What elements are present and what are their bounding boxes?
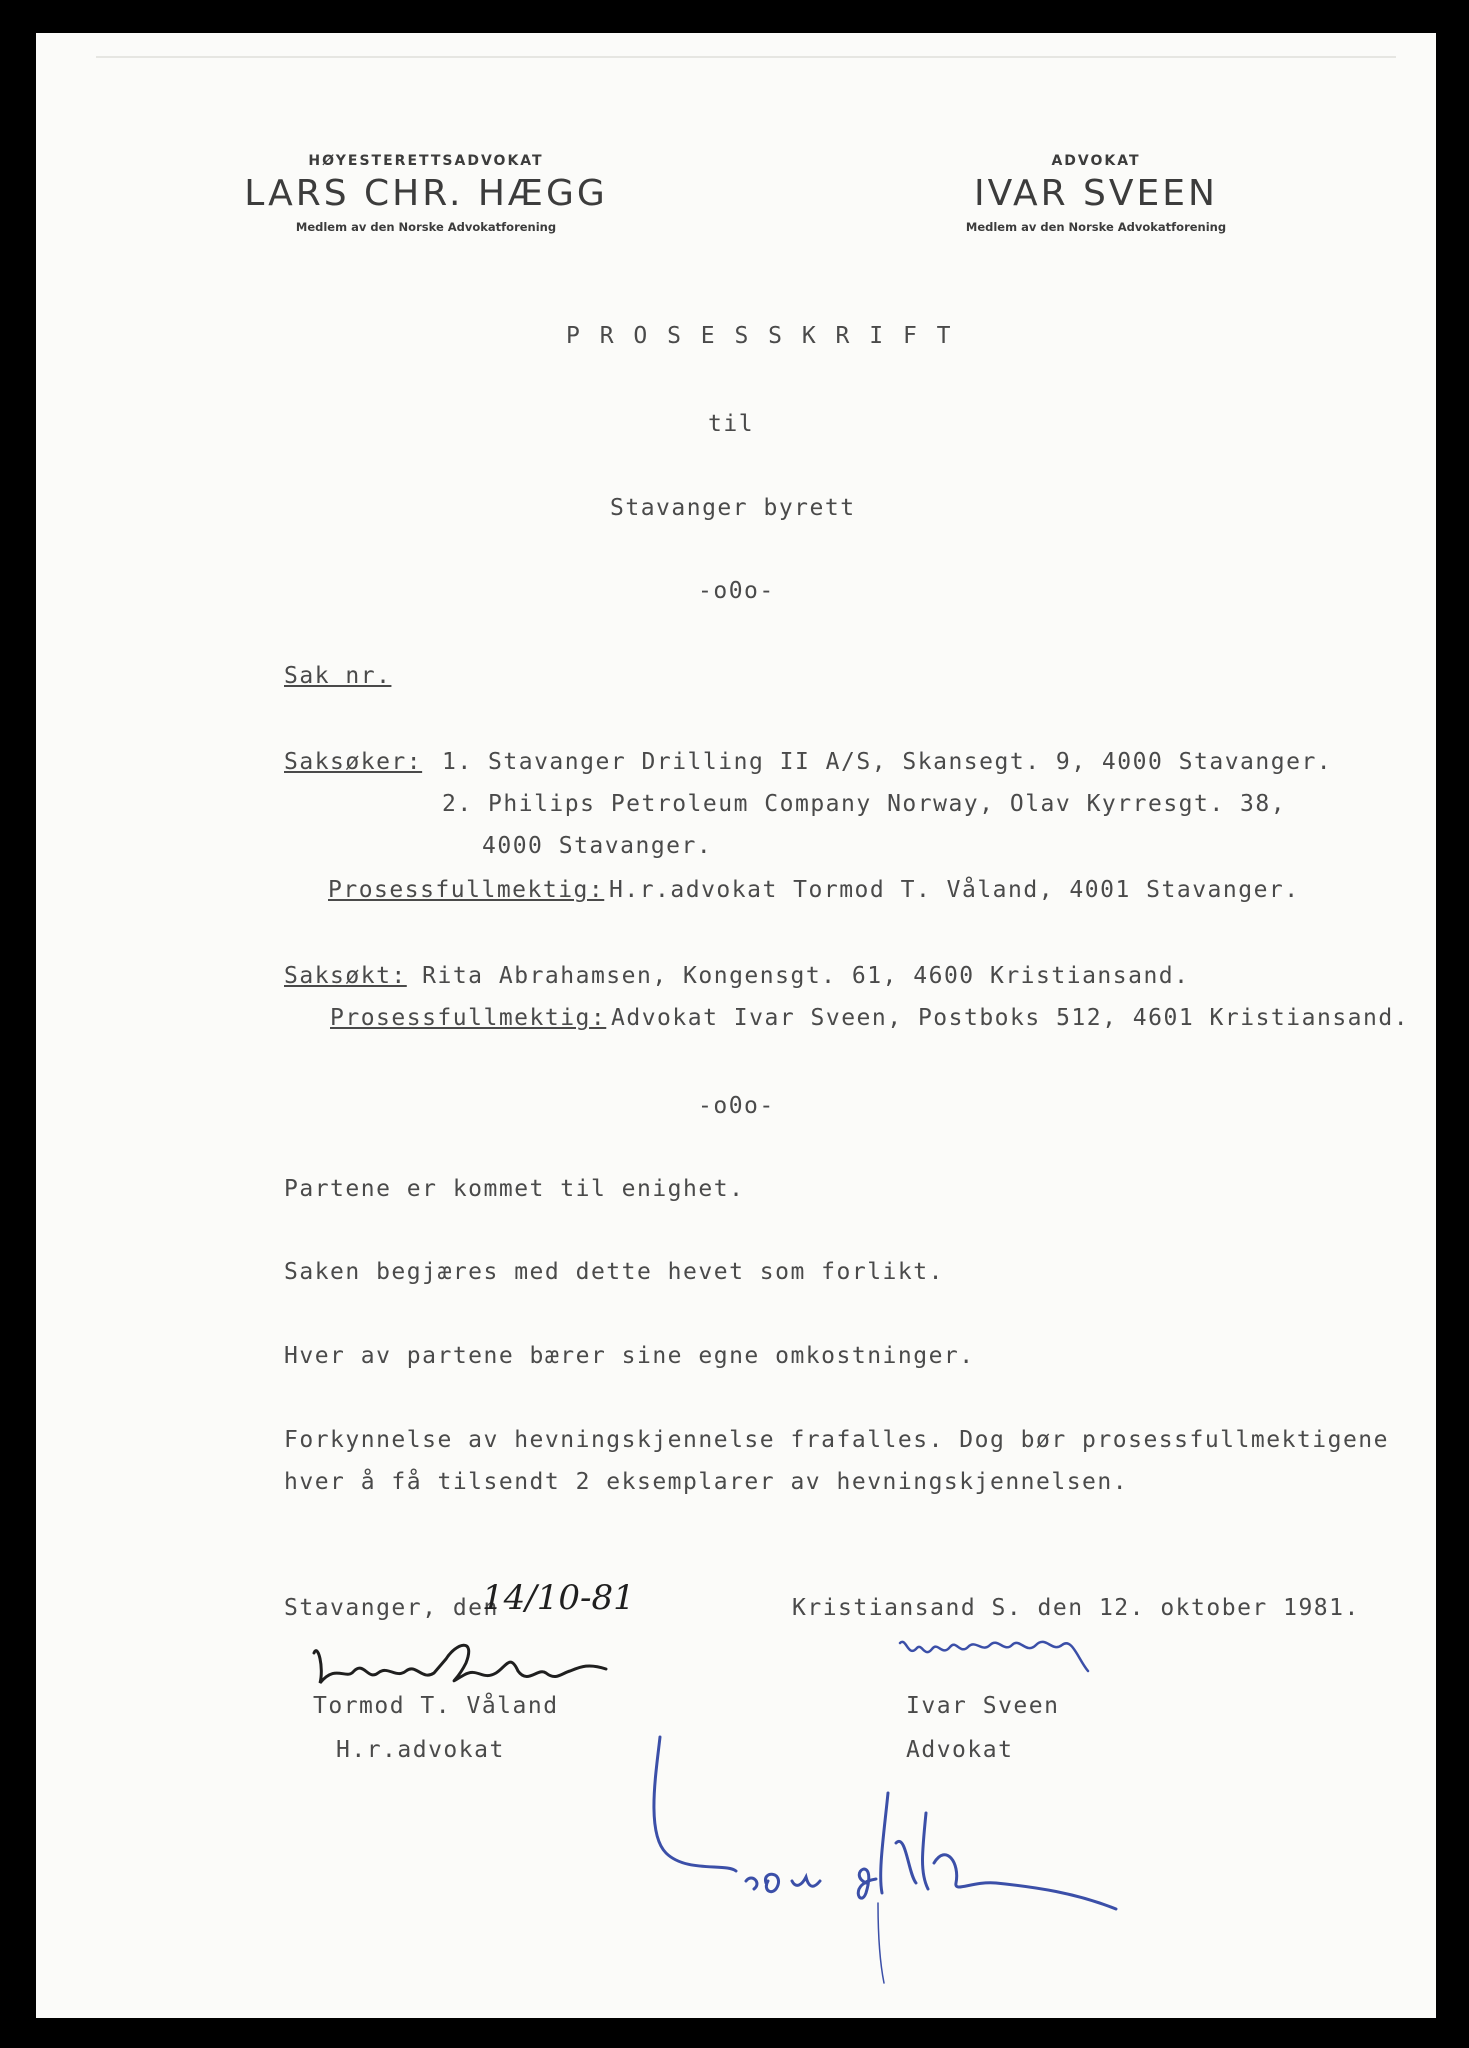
court-name: Stavanger byrett	[610, 495, 856, 521]
defendant-line	[284, 963, 1190, 989]
saksoker-label: Saksøker:	[284, 749, 423, 775]
letterhead-right-name: IVAR SVEEN	[974, 173, 1218, 214]
left-signatory-name: Tormod T. Våland	[313, 1693, 559, 1719]
document-page	[36, 33, 1436, 2018]
paragraph-agreement: Partene er kommet til enighet.	[284, 1176, 745, 1202]
plaintiff-1: 1. Stavanger Drilling II A/S, Skansegt. 9, 4000 Stavanger.	[442, 749, 1333, 775]
letterhead-left-role: HØYESTERETTSADVOKAT	[308, 153, 544, 169]
plaintiff-counsel: H.r.advokat Tormod T. Våland, 4001 Stavanger.	[609, 877, 1300, 903]
paragraph-costs: Hver av partene bærer sine egne omkostninger.	[284, 1343, 975, 1369]
valand-signature-icon	[306, 1623, 626, 1703]
letterhead-right	[916, 153, 1276, 234]
letterhead-left	[216, 153, 636, 234]
case-separator: -o0o-	[698, 1093, 775, 1119]
right-place-date: Kristiansand S. den 12. oktober 1981.	[792, 1595, 1360, 1621]
title-separator: -o0o-	[698, 578, 775, 604]
paragraph-service-line1: Forkynnelse av hevningskjennelse frafalles. Dog bør prosessfullmektigene	[284, 1427, 1389, 1453]
letterhead-right-membership: Medlem av den Norske Advokatforening	[965, 220, 1227, 234]
defendant-counsel: Advokat Ivar Sveen, Postboks 512, 4601 Kristiansand.	[611, 1005, 1410, 1031]
right-signatory-name: Ivar Sveen	[906, 1693, 1060, 1719]
paragraph-service-line2: hver å få tilsendt 2 eksemplarer av hevningskjennelsen.	[284, 1469, 1129, 1495]
title-til: til	[708, 411, 755, 437]
right-signatory-title: Advokat	[906, 1737, 1014, 1763]
plaintiff-counsel-label: Prosessfullmektig:	[328, 877, 605, 903]
top-edge-line	[96, 56, 1396, 58]
letterhead-left-name: LARS CHR. HÆGG	[244, 173, 608, 214]
defendant-counsel-label: Prosessfullmektig:	[330, 1005, 607, 1031]
blue-signature-icon	[616, 1733, 1136, 1993]
paragraph-dismissal: Saken begjæres med dette hevet som forlikt.	[284, 1259, 944, 1285]
left-signatory-title: H.r.advokat	[336, 1737, 505, 1763]
plaintiff-2-line2: 4000 Stavanger.	[482, 833, 713, 859]
letterhead-right-role: ADVOKAT	[1051, 153, 1141, 169]
handwritten-date: 14/10-81	[482, 1578, 635, 1618]
letterhead-left-membership: Medlem av den Norske Advokatforening	[295, 220, 557, 234]
saksokt-label: Saksøkt:	[284, 963, 407, 989]
defendant: Rita Abrahamsen, Kongensgt. 61, 4600 Kristiansand.	[422, 963, 1190, 989]
plaintiff-2-line1: 2. Philips Petroleum Company Norway, Olav Kyrresgt. 38,	[442, 791, 1287, 817]
left-place: Stavanger, den	[284, 1595, 499, 1621]
sak-label: Sak nr.	[284, 663, 392, 689]
sveen-signature-icon	[896, 1623, 1156, 1693]
document-title: P R O S E S S K R I F T	[566, 323, 954, 349]
